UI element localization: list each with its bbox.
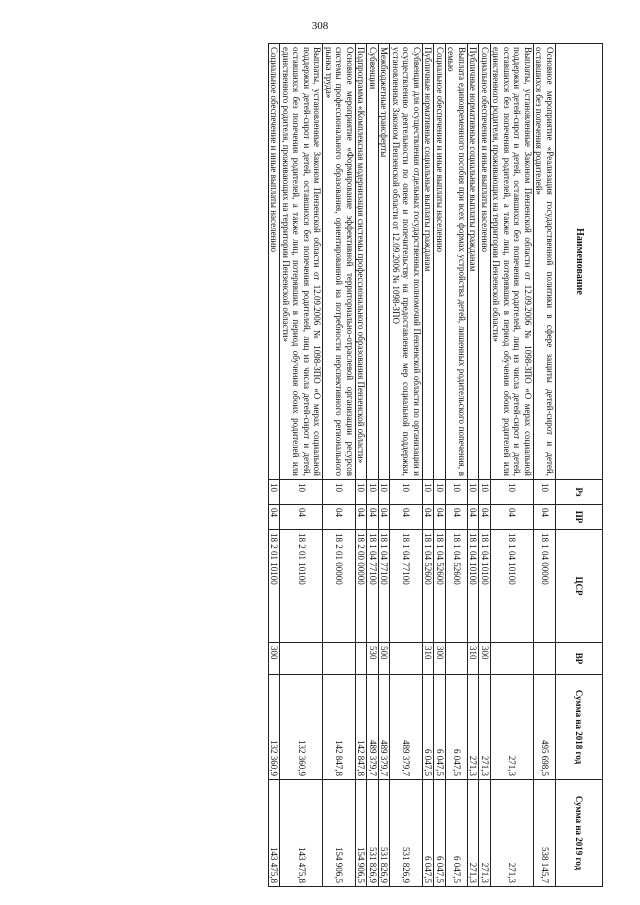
table-row [534, 44, 556, 887]
cell-rz: 10 [423, 480, 435, 505]
cell-rz: 10 [367, 480, 379, 505]
cell-sum-2018: 6 047,5 [446, 675, 468, 780]
table-row [468, 44, 480, 887]
cell-sum-2018: 489 379,7 [379, 675, 391, 780]
table-row [379, 44, 391, 887]
cell-sum-2018: 6 047,5 [423, 675, 435, 780]
cell-sum-2018: 271,3 [468, 675, 480, 780]
cell-vr [446, 643, 468, 675]
cell-sum-2019: 143 475,8 [280, 780, 323, 887]
cell-sum-2019: 271,3 [491, 780, 534, 887]
cell-pr: 04 [379, 505, 391, 530]
cell-csr: 18 2 00 00000 [356, 530, 368, 643]
cell-name: Выплаты, установленные Законом Пензенской области от 12.09.2006 № 1098-ЗПО «О мерах социальной поддержки детей-сирот и детей, оставшихся без попечения родителей, лиц из числа детей-сирот и детей, оставшихся без попечения родителей, а также лиц, потерявших в период обучения обоих родителей или единственного родителя, проживающих на территории Пензенской области» [280, 44, 323, 480]
cell-vr [280, 643, 323, 675]
cell-rz: 10 [434, 480, 446, 505]
cell-name: Межбюджетные трансферты [379, 44, 391, 480]
cell-pr: 04 [269, 505, 281, 530]
table-row [434, 44, 446, 887]
cell-vr: 300 [434, 643, 446, 675]
cell-vr [323, 643, 356, 675]
cell-name: Подпрограмма «Комплексная модернизация системы профессионального образования Пензенской области» [356, 44, 368, 480]
cell-rz: 10 [534, 480, 556, 505]
cell-vr: 310 [423, 643, 435, 675]
cell-pr: 04 [323, 505, 356, 530]
cell-name: Субвенция для осуществления отдельных государственных полномочий Пензенской области по организации и осуществлению деятельности по опеке и попечительству на предоставление мер социальной поддержки, установленных Законом Пензенской области от 12.09.2006 № 1098-ЗПО [390, 44, 423, 480]
cell-rz: 10 [479, 480, 491, 505]
cell-rz: 10 [468, 480, 480, 505]
cell-sum-2019: 154 906,5 [356, 780, 368, 887]
cell-rz: 10 [280, 480, 323, 505]
cell-csr: 18 1 04 77100 [379, 530, 391, 643]
page-number: 308 [311, 20, 329, 32]
cell-sum-2018: 142 847,8 [356, 675, 368, 780]
cell-rz: 10 [323, 480, 356, 505]
cell-sum-2018: 495 698,5 [534, 675, 556, 780]
cell-vr [534, 643, 556, 675]
cell-pr: 04 [280, 505, 323, 530]
cell-name: Основное мероприятие «Формирование эффективной территориально-отраслевой организации ресурсов системы профессионального образования, ориентированной на потребности перспективного регионального рынка труда» [323, 44, 356, 480]
header-sum-2019: Сумма на 2019 год [556, 780, 603, 887]
table-row [390, 44, 423, 887]
table-row [269, 44, 281, 887]
cell-rz: 10 [390, 480, 423, 505]
cell-csr: 18 1 04 52600 [434, 530, 446, 643]
cell-name: Социальное обеспечение и иные выплаты населению [269, 44, 281, 480]
cell-sum-2019: 531 826,9 [379, 780, 391, 887]
cell-rz: 10 [356, 480, 368, 505]
cell-csr: 18 1 04 10100 [491, 530, 534, 643]
cell-pr: 04 [434, 505, 446, 530]
cell-pr: 04 [534, 505, 556, 530]
cell-vr: 310 [468, 643, 480, 675]
table-row [323, 44, 356, 887]
cell-name: Основное мероприятие «Реализация государственной политики в сфере защиты детей-сирот и детей, оставшихся без попечения родителей» [534, 44, 556, 480]
cell-vr [356, 643, 368, 675]
cell-vr: 500 [379, 643, 391, 675]
table-row [479, 44, 491, 887]
cell-csr: 18 1 04 10100 [468, 530, 480, 643]
cell-csr: 18 1 04 52600 [423, 530, 435, 643]
cell-vr [390, 643, 423, 675]
cell-sum-2019: 6 047,5 [423, 780, 435, 887]
cell-csr: 18 1 04 10100 [479, 530, 491, 643]
cell-sum-2019: 531 826,9 [390, 780, 423, 887]
cell-pr: 04 [390, 505, 423, 530]
cell-sum-2019: 531 826,9 [367, 780, 379, 887]
cell-rz: 10 [269, 480, 281, 505]
cell-csr: 18 2 01 10100 [280, 530, 323, 643]
cell-vr: 300 [269, 643, 281, 675]
cell-csr: 18 1 04 00000 [534, 530, 556, 643]
cell-sum-2019: 271,3 [479, 780, 491, 887]
cell-name: Выплаты, установленные Законом Пензенской области от 12.09.2006 № 1098-ЗПО «О мерах социальной поддержки детей-сирот и детей, оставшихся без попечения родителей, лиц из числа детей-сирот и детей, оставшихся без попечения родителей, а также лиц, потерявших в период обучения обоих родителей или единственного родителя, проживающих на территории Пензенской области» [491, 44, 534, 480]
cell-pr: 04 [367, 505, 379, 530]
cell-sum-2019: 143 475,8 [269, 780, 281, 887]
cell-sum-2018: 132 360,9 [280, 675, 323, 780]
cell-sum-2019: 154 906,5 [323, 780, 356, 887]
cell-sum-2019: 271,3 [468, 780, 480, 887]
cell-pr: 04 [446, 505, 468, 530]
table-row [423, 44, 435, 887]
header-rz: Рз [556, 480, 603, 505]
cell-name: Публичные нормативные социальные выплаты гражданам [423, 44, 435, 480]
table-row [367, 44, 379, 887]
cell-csr: 18 1 04 52600 [446, 530, 468, 643]
cell-sum-2018: 489 379,7 [390, 675, 423, 780]
table-row [491, 44, 534, 887]
cell-name: Социальное обеспечение и иные выплаты населению [479, 44, 491, 480]
header-vr: ВР [556, 643, 603, 675]
cell-rz: 10 [491, 480, 534, 505]
cell-pr: 04 [468, 505, 480, 530]
cell-pr: 04 [423, 505, 435, 530]
cell-sum-2018: 489 379,7 [367, 675, 379, 780]
cell-pr: 04 [491, 505, 534, 530]
cell-name: Публичные нормативные социальные выплаты гражданам [468, 44, 480, 480]
cell-csr: 18 2 01 10100 [269, 530, 281, 643]
cell-sum-2018: 142 847,8 [323, 675, 356, 780]
header-name: Наименование [556, 44, 603, 480]
cell-sum-2018: 6 047,5 [434, 675, 446, 780]
cell-sum-2019: 538 145,7 [534, 780, 556, 887]
budget-table [268, 43, 603, 887]
table-header-row [556, 44, 603, 887]
cell-sum-2018: 132 360,9 [269, 675, 281, 780]
cell-sum-2018: 271,3 [491, 675, 534, 780]
cell-name: Выплата единовременного пособия при всех формах устройства детей, лишенных родительского попечения, в семью [446, 44, 468, 480]
cell-vr: 300 [479, 643, 491, 675]
table-row [280, 44, 323, 887]
cell-rz: 10 [379, 480, 391, 505]
rotated-table-container [41, 43, 603, 886]
cell-sum-2019: 6 047,5 [446, 780, 468, 887]
table-row [356, 44, 368, 887]
header-csr: ЦСР [556, 530, 603, 643]
table-row [446, 44, 468, 887]
table-body [269, 44, 556, 887]
cell-sum-2019: 6 047,5 [434, 780, 446, 887]
cell-pr: 04 [479, 505, 491, 530]
header-sum-2018: Сумма на 2018 год [556, 675, 603, 780]
cell-sum-2018: 271,3 [479, 675, 491, 780]
header-pr: ПР [556, 505, 603, 530]
cell-name: Субвенции [367, 44, 379, 480]
cell-csr: 18 1 04 77100 [390, 530, 423, 643]
cell-pr: 04 [356, 505, 368, 530]
cell-csr: 18 1 04 77100 [367, 530, 379, 643]
cell-name: Социальное обеспечение и иные выплаты населению [434, 44, 446, 480]
cell-csr: 18 2 01 00000 [323, 530, 356, 643]
cell-vr [491, 643, 534, 675]
cell-rz: 10 [446, 480, 468, 505]
cell-vr: 530 [367, 643, 379, 675]
